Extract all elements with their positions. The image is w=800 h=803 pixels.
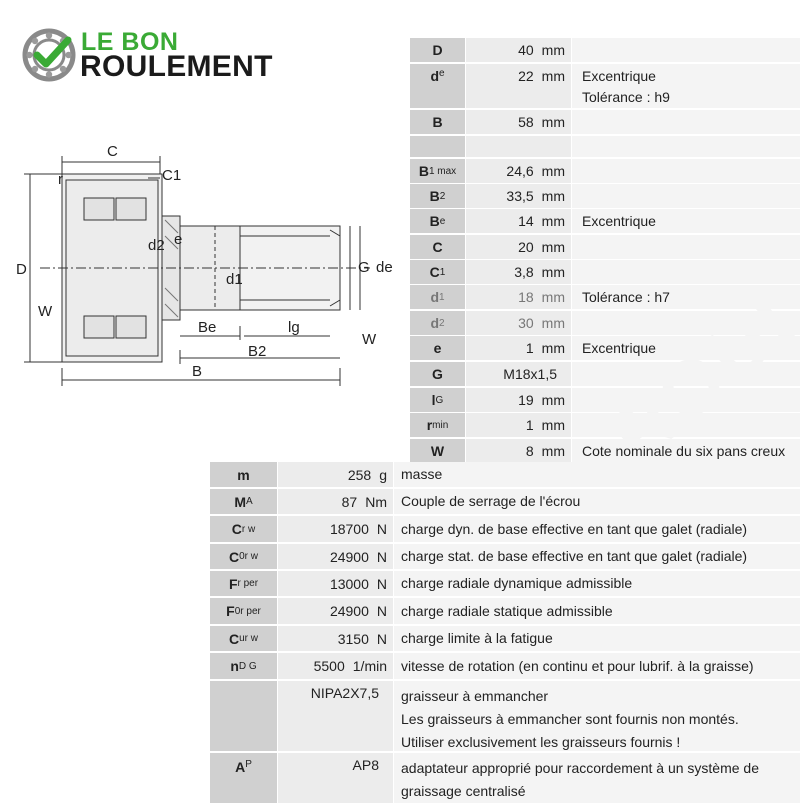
dim-row [410, 336, 800, 360]
description [572, 110, 800, 134]
dim-row [410, 285, 800, 309]
dim-row [410, 209, 800, 233]
dim-w-left: W [38, 303, 53, 320]
description: charge radiale statique admissible [394, 598, 800, 624]
symbol: C ur w [210, 626, 278, 651]
value: 22 mm [466, 64, 572, 108]
dim-lg: lg [288, 319, 300, 336]
dim-row [410, 159, 800, 183]
svg-text:C1 [162, 167, 181, 184]
symbol [410, 136, 466, 157]
dim-be: Be [198, 319, 217, 336]
dim-row [410, 439, 800, 463]
logo-line1: LE BON [81, 28, 179, 56]
cam-follower-drawing [0, 140, 400, 400]
description [572, 235, 800, 259]
load-row [210, 753, 800, 803]
dim-row [410, 413, 800, 437]
description: charge dyn. de base effective en tant que galet (radiale) [394, 516, 800, 542]
dim-c1: C1 [162, 167, 182, 184]
symbol [210, 681, 278, 751]
symbol: B 2 [410, 184, 466, 208]
dim-e: e [174, 231, 183, 248]
description [572, 159, 800, 183]
description: charge limite à la fatigue [394, 626, 800, 651]
symbol: F 0r per [210, 598, 278, 624]
symbol: e [410, 336, 466, 360]
symbol: W [410, 439, 466, 463]
value: 3,8 mm [466, 260, 572, 284]
value: 1 mm [466, 336, 572, 360]
symbol: d e [410, 64, 466, 108]
value [466, 136, 572, 157]
dim-row [410, 110, 800, 134]
description: adaptateur approprié pour raccordement à un système de graissage centralisé [394, 753, 800, 803]
dim-row [410, 38, 800, 62]
dim-row [410, 260, 800, 284]
description [572, 413, 800, 437]
dim-row [410, 362, 800, 386]
symbol: C r w [210, 516, 278, 542]
dim-row [410, 388, 800, 412]
dim-d1: d1 [226, 271, 243, 288]
symbol: M A [210, 489, 278, 514]
description [572, 184, 800, 208]
load-row [210, 681, 800, 751]
dim-de: de [376, 259, 393, 276]
dim-g: G [358, 259, 370, 276]
description: Tolérance : h7 [572, 285, 800, 309]
value: 5500 1/min [278, 653, 394, 679]
description: Couple de serrage de l'écrou [394, 489, 800, 514]
value: AP8 [278, 753, 394, 803]
logo-line2: ROULEMENT [80, 50, 273, 83]
description: charge stat. de base effective en tant que galet (radiale) [394, 544, 800, 569]
value: 58 mm [466, 110, 572, 134]
dim-row [410, 64, 800, 108]
value: 1 mm [466, 413, 572, 437]
description [572, 311, 800, 335]
value: 33,5 mm [466, 184, 572, 208]
value: 13000 N [278, 571, 394, 596]
symbol: C 1 [410, 260, 466, 284]
description [572, 388, 800, 412]
dim-d2: d2 [148, 237, 165, 254]
logo [22, 24, 312, 86]
dim-b: B [192, 363, 203, 380]
symbol: B e [410, 209, 466, 233]
symbol: C [410, 235, 466, 259]
symbol: r min [410, 413, 466, 437]
description: masse [394, 462, 800, 487]
symbol: B [410, 110, 466, 134]
dim-row [410, 311, 800, 335]
dim-r: r [58, 171, 63, 188]
description [572, 38, 800, 62]
load-row [210, 653, 800, 679]
description: charge radiale dynamique admissible [394, 571, 800, 596]
value: 24900 N [278, 544, 394, 569]
description: Excentrique Tolérance : h9 [572, 64, 800, 108]
value: 3150 N [278, 626, 394, 651]
value: 18 mm [466, 285, 572, 309]
description: Cote nominale du six pans creux [572, 439, 800, 463]
value: 14 mm [466, 209, 572, 233]
value: 30 mm [466, 311, 572, 335]
value: 258 g [278, 462, 394, 487]
description [572, 136, 800, 157]
value: 19 mm [466, 388, 572, 412]
symbol: F r per [210, 571, 278, 596]
load-row [210, 462, 800, 487]
symbol: C 0r w [210, 544, 278, 569]
bearing-check-icon [22, 27, 78, 83]
symbol: n D G [210, 653, 278, 679]
dim-w-right: W [362, 331, 377, 348]
dim-c: C [107, 143, 118, 160]
description: Excentrique [572, 209, 800, 233]
value: 8 mm [466, 439, 572, 463]
dim-row [410, 184, 800, 208]
value: 24,6 mm [466, 159, 572, 183]
dim-row [410, 136, 800, 157]
value: 87 Nm [278, 489, 394, 514]
load-row [210, 516, 800, 542]
description [572, 260, 800, 284]
value: 18700 N [278, 516, 394, 542]
load-row [210, 598, 800, 624]
symbol: B 1 max [410, 159, 466, 183]
value: 24900 N [278, 598, 394, 624]
load-row [210, 489, 800, 514]
description: vitesse de rotation (en continu et pour lubrif. à la graisse) [394, 653, 800, 679]
value: 20 mm [466, 235, 572, 259]
symbol: G [410, 362, 466, 386]
symbol: m [210, 462, 278, 487]
symbol: d 1 [410, 285, 466, 309]
dim-row [410, 235, 800, 259]
symbol: l G [410, 388, 466, 412]
value: M18x1,5 [466, 362, 572, 386]
description: Excentrique [572, 336, 800, 360]
load-row [210, 544, 800, 569]
value: 40 mm [466, 38, 572, 62]
description: graisseur à emmancher Les graisseurs à emmancher sont fournis non montés. Utiliser exclusivement les graisseurs fournis ! [394, 681, 800, 751]
value: NIPA2X7,5 [278, 681, 394, 751]
symbol: d 2 [410, 311, 466, 335]
symbol: A P [210, 753, 278, 803]
dim-b2: B2 [248, 343, 267, 360]
load-row [210, 626, 800, 651]
symbol: D [410, 38, 466, 62]
dim-d-outer: D [16, 261, 27, 278]
load-row [210, 571, 800, 596]
description [572, 362, 800, 386]
